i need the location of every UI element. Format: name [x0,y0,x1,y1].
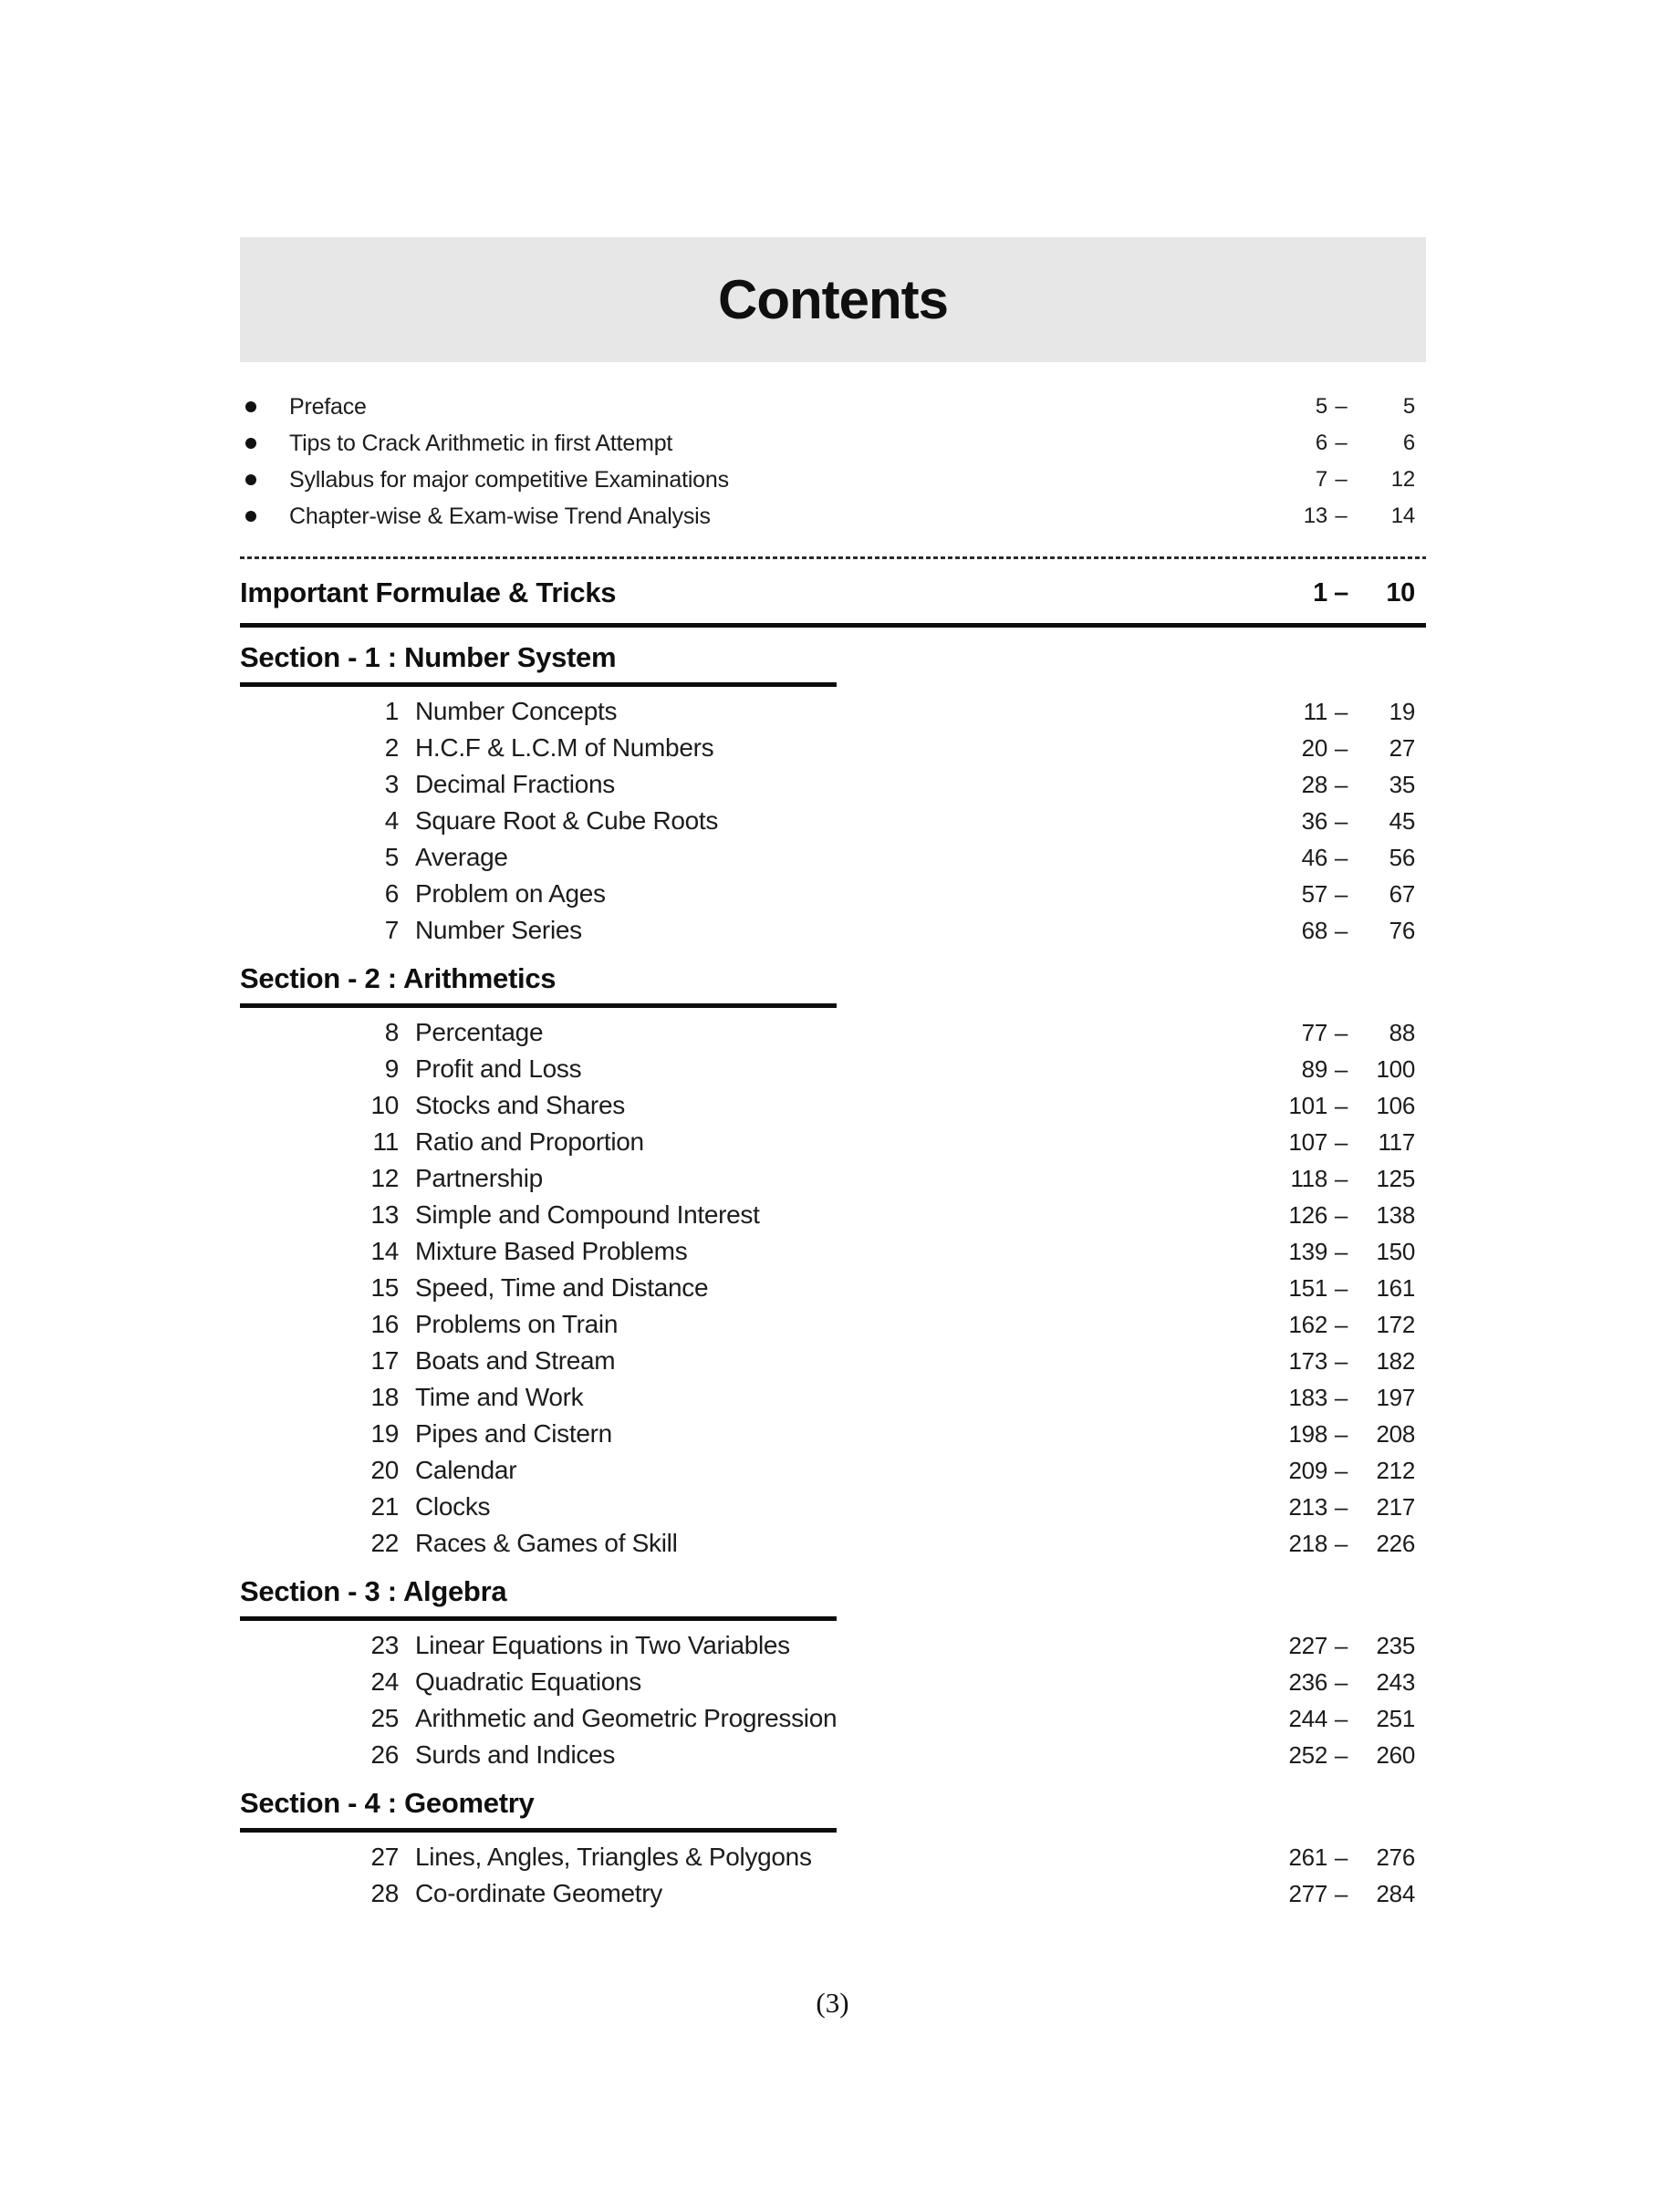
chapter-row [240,1737,1426,1773]
chapter-number: 8 [384,1018,399,1046]
page-range [1267,504,1415,529]
page-range [1267,1274,1415,1303]
page-range-dash: – [1334,1018,1348,1046]
chapter-title: Simple and Compound Interest [415,1200,760,1229]
page-range-dash: – [1334,770,1348,798]
chapter-row [240,730,1426,766]
chapter-title: Percentage [415,1018,544,1046]
chapter-number: 17 [370,1346,399,1375]
chapter-row [240,1051,1426,1087]
chapter-title: Problem on Ages [415,879,606,908]
page-end: 276 [1376,1843,1415,1871]
page-range [1267,880,1415,909]
chapter-title: Square Root & Cube Roots [415,806,719,835]
chapter-number: 21 [370,1492,399,1521]
chapter-number: 9 [384,1054,399,1083]
chapter-list [240,1627,1426,1773]
page-range [1267,1019,1415,1047]
chapter-row [240,766,1426,803]
page-end: 100 [1376,1054,1415,1083]
chapter-number: 23 [370,1631,399,1659]
chapter-title: Arithmetic and Geometric Progression [415,1704,838,1732]
toc-section [240,961,1426,1562]
page-range [1267,431,1415,456]
page-start: 218 [1288,1529,1327,1557]
chapter-title: Number Concepts [415,697,618,725]
chapter-row [240,1379,1426,1416]
front-matter-label: Chapter-wise & Exam-wise Trend Analysis [289,503,711,529]
chapter-number: 2 [384,733,399,762]
bullet-icon [245,401,256,412]
chapter-number: 27 [370,1843,399,1871]
chapter-title: Boats and Stream [415,1346,616,1375]
chapter-row [240,1087,1426,1124]
page-range-dash: – [1334,1740,1348,1769]
page-start: 28 [1301,770,1327,798]
toc-content [240,0,1426,1912]
chapter-title: Linear Equations in Two Variables [415,1631,790,1659]
page-range-dash: – [1334,1529,1348,1557]
page-end: 56 [1389,843,1415,871]
page-end: 226 [1376,1529,1415,1557]
page-end: 161 [1376,1273,1415,1302]
chapter-title: Number Series [415,916,582,944]
page-start: 227 [1288,1631,1327,1659]
page-start: 244 [1288,1704,1327,1732]
page-range [1267,1128,1415,1157]
page-end: 138 [1376,1200,1415,1229]
page-range-dash: – [1334,843,1348,871]
page-range-dash: – [1334,1310,1348,1338]
page-range [1267,1311,1415,1339]
page-end: 27 [1389,733,1415,762]
page-range-dash: – [1334,916,1348,944]
page-end: 19 [1389,697,1415,725]
page-range-dash: – [1334,1237,1348,1265]
page-range-dash: – [1334,1273,1348,1302]
page-end: 284 [1376,1879,1415,1907]
toc-section [240,640,1426,949]
page-range-dash: – [1334,1383,1348,1411]
chapter-title: Decimal Fractions [415,770,615,798]
page-end: 45 [1389,806,1415,835]
chapter-number: 15 [370,1273,399,1302]
chapter-row [240,1014,1426,1051]
page-start: 107 [1288,1127,1327,1156]
page-end: 88 [1389,1018,1415,1046]
chapter-title: Average [415,843,508,871]
page-range-dash: – [1334,1054,1348,1083]
page-start: 20 [1301,733,1327,762]
page-range [1267,1632,1415,1660]
page-end: 235 [1376,1631,1415,1659]
page-end: 35 [1389,770,1415,798]
page-range-dash: – [1335,504,1348,528]
page-start: 277 [1288,1879,1327,1907]
page-range [1267,467,1415,493]
chapter-title: Speed, Time and Distance [415,1273,709,1302]
chapter-row [240,1416,1426,1452]
page-title: Contents [718,269,948,330]
formulae-row [240,574,1426,612]
page-range [1267,917,1415,945]
page-start: 198 [1288,1419,1327,1448]
front-matter-item [240,425,1426,462]
page-end: 12 [1390,467,1415,492]
chapter-title: Problems on Train [415,1310,619,1338]
bullet-icon [245,511,256,522]
section-underline [240,1616,837,1621]
page-end: 125 [1376,1164,1415,1192]
page-range [1267,698,1415,726]
bullet-icon [245,474,256,485]
chapter-title: Profit and Loss [415,1054,582,1083]
formulae-label: Important Formulae & Tricks [240,576,617,608]
page-range-dash: – [1334,697,1348,725]
page-range [1267,734,1415,763]
chapter-title: Mixture Based Problems [415,1237,688,1265]
footer-page-number: (3) [816,1987,849,2019]
chapter-row [240,1664,1426,1700]
chapter-title: Quadratic Equations [415,1667,642,1696]
page-end: 150 [1376,1237,1415,1265]
page-start: 162 [1288,1310,1327,1338]
page-range [1267,1705,1415,1733]
page-start: 151 [1288,1273,1327,1302]
chapter-row [240,1197,1426,1233]
page-end: 217 [1376,1492,1415,1521]
page-range-dash: – [1334,879,1348,908]
full-width-rule [240,623,1426,628]
page-end: 67 [1389,879,1415,908]
chapter-row [240,1700,1426,1737]
page-range-dash: – [1334,1346,1348,1375]
page-range [1267,807,1415,836]
page-start: 101 [1288,1091,1327,1119]
page-range [1267,844,1415,872]
page-end: 6 [1402,431,1415,455]
page-start: 252 [1288,1740,1327,1769]
chapter-title: Clocks [415,1492,491,1521]
chapter-title: Surds and Indices [415,1740,616,1769]
chapter-number: 13 [370,1200,399,1229]
chapter-number: 19 [370,1419,399,1448]
front-matter-item [240,498,1426,535]
chapter-title: Partnership [415,1164,543,1192]
page-end: 10 [1386,577,1415,608]
page-end: 197 [1376,1383,1415,1411]
section-title: Section - 3 : Algebra [240,1575,507,1607]
page-start: 173 [1288,1346,1327,1375]
chapter-title: Time and Work [415,1383,584,1411]
front-matter-item [240,462,1426,498]
page-range [1267,1843,1415,1872]
page-range-dash: – [1334,1843,1348,1871]
page-range [1267,578,1415,608]
chapter-list [240,1014,1426,1562]
page-range-dash: – [1334,1456,1348,1484]
section-underline [240,682,837,687]
page-range-dash: – [1334,1127,1348,1156]
chapter-number: 24 [370,1667,399,1696]
page-range-dash: – [1334,806,1348,835]
chapter-row [240,1306,1426,1343]
page-range-dash: – [1334,1164,1348,1192]
front-matter-label: Preface [289,393,367,420]
chapter-number: 14 [370,1237,399,1265]
section-title: Section - 2 : Arithmetics [240,962,557,994]
page-start: 36 [1301,806,1327,835]
chapter-number: 25 [370,1704,399,1732]
chapter-title: H.C.F & L.C.M of Numbers [415,733,714,762]
page-start: 46 [1301,843,1327,871]
chapter-row [240,1452,1426,1489]
page-start: 139 [1288,1237,1327,1265]
page-start: 183 [1288,1383,1327,1411]
page-range-dash: – [1334,1667,1348,1696]
chapter-row [240,1124,1426,1160]
section-title: Section - 4 : Geometry [240,1787,535,1819]
toc-section [240,1786,1426,1912]
page-range-dash: – [1335,394,1348,419]
chapter-row [240,1270,1426,1306]
page-range-dash: – [1334,1631,1348,1659]
page-range [1267,1741,1415,1770]
chapter-title: Co-ordinate Geometry [415,1879,663,1907]
page-start: 1 [1313,577,1327,608]
dashed-divider [240,556,1426,559]
chapter-row [240,1160,1426,1197]
page-range [1267,1201,1415,1230]
chapter-title: Calendar [415,1456,517,1484]
chapter-number: 20 [370,1456,399,1484]
page-start: 89 [1301,1054,1327,1083]
chapter-number: 12 [370,1164,399,1192]
page-end: 76 [1389,916,1415,944]
contents-header [240,237,1426,362]
page-range-dash: – [1334,733,1348,762]
section-title: Section - 1 : Number System [240,641,617,673]
chapter-row [240,803,1426,839]
page-range-dash: – [1334,1091,1348,1119]
page-start: 77 [1301,1018,1327,1046]
page-range [1267,771,1415,799]
page-start: 236 [1288,1667,1327,1696]
chapter-number: 28 [370,1879,399,1907]
chapter-row [240,912,1426,949]
front-matter-list [240,389,1426,535]
chapter-title: Ratio and Proportion [415,1127,644,1156]
page-range [1267,1347,1415,1376]
page-end: 106 [1376,1091,1415,1119]
page-end: 212 [1376,1456,1415,1484]
page-range [1267,1420,1415,1449]
page-start: 7 [1315,467,1327,492]
page-start: 213 [1288,1492,1327,1521]
front-matter-item [240,389,1426,425]
front-matter-label: Tips to Crack Arithmetic in first Attempt [289,430,673,456]
page-range [1267,1238,1415,1266]
page-range-dash: – [1334,1492,1348,1521]
page-end: 182 [1376,1346,1415,1375]
chapter-number: 6 [384,879,399,908]
chapter-number: 3 [384,770,399,798]
chapter-number: 16 [370,1310,399,1338]
page-end: 5 [1402,394,1415,419]
page-start: 5 [1315,394,1327,419]
page-start: 13 [1303,504,1327,528]
page-range [1267,1165,1415,1193]
chapter-row [240,1627,1426,1664]
chapter-row [240,1875,1426,1912]
page-start: 261 [1288,1843,1327,1871]
page-range-dash: – [1334,1879,1348,1907]
toc-section [240,1574,1426,1773]
page-range-dash: – [1334,1200,1348,1229]
page-range [1267,1880,1415,1908]
chapter-row [240,876,1426,912]
chapter-row [240,1839,1426,1875]
chapter-list [240,693,1426,949]
page-start: 118 [1290,1164,1327,1192]
page-start: 209 [1288,1456,1327,1484]
page-start: 11 [1303,697,1327,725]
chapter-number: 5 [384,843,399,871]
chapter-row [240,693,1426,730]
page-start: 6 [1315,431,1327,455]
page-end: 208 [1376,1419,1415,1448]
section-underline [240,1828,837,1833]
section-underline [240,1003,837,1008]
chapter-number: 26 [370,1740,399,1769]
chapter-title: Stocks and Shares [415,1091,625,1119]
page-end: 14 [1390,504,1415,528]
page-range-dash: – [1335,467,1348,492]
bullet-icon [245,438,256,449]
page-range [1267,1092,1415,1120]
page-range-dash: – [1335,431,1348,455]
page-range [1267,1055,1415,1084]
chapter-row [240,839,1426,876]
page-range [1267,1493,1415,1521]
chapter-number: 1 [384,697,399,725]
chapter-title: Lines, Angles, Triangles & Polygons [415,1843,812,1871]
chapter-row [240,1525,1426,1562]
front-matter-label: Syllabus for major competitive Examinations [289,466,729,493]
page-end: 260 [1376,1740,1415,1769]
page-range-dash: – [1334,1419,1348,1448]
page-start: 68 [1301,916,1327,944]
page-range [1267,1530,1415,1558]
page-start: 57 [1301,879,1327,908]
chapter-row [240,1489,1426,1525]
chapter-number: 18 [370,1383,399,1411]
chapter-row [240,1343,1426,1379]
chapter-number: 7 [384,916,399,944]
page-start: 126 [1288,1200,1327,1229]
page-end: 117 [1378,1127,1415,1156]
page-range [1267,394,1415,420]
chapter-number: 4 [384,806,399,835]
page-range [1267,1668,1415,1697]
sections-container [240,640,1426,1912]
chapter-title: Races & Games of Skill [415,1529,678,1557]
page-range-dash: – [1334,577,1348,608]
chapter-list [240,1839,1426,1912]
page-range [1267,1384,1415,1412]
chapter-title: Pipes and Cistern [415,1419,612,1448]
page-end: 172 [1376,1310,1415,1338]
chapter-row [240,1233,1426,1270]
chapter-number: 10 [370,1091,399,1119]
page-range [1267,1457,1415,1485]
page-range-dash: – [1334,1704,1348,1732]
page-end: 251 [1376,1704,1415,1732]
chapter-number: 11 [372,1127,399,1156]
chapter-number: 22 [370,1529,399,1557]
page-end: 243 [1376,1667,1415,1696]
